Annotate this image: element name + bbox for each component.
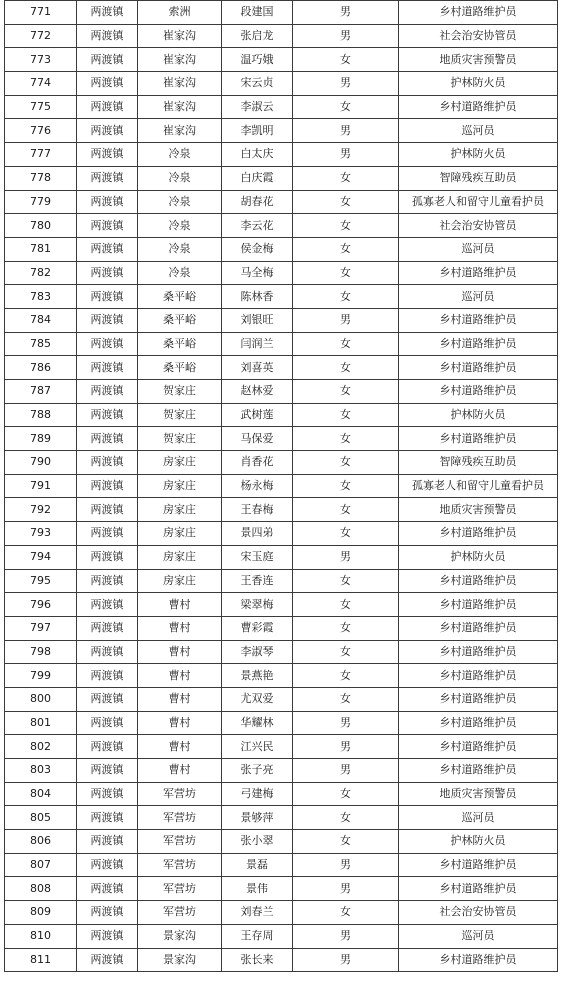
village-cell: 曹村 bbox=[138, 759, 222, 783]
table-row bbox=[5, 166, 558, 190]
person-name-cell: 刘喜英 bbox=[222, 356, 293, 380]
village-cell: 房家庄 bbox=[138, 474, 222, 498]
person-name-cell: 王香连 bbox=[222, 569, 293, 593]
village-cell: 景家沟 bbox=[138, 924, 222, 948]
table-row bbox=[5, 522, 558, 546]
post-cell: 护林防火员 bbox=[399, 830, 558, 854]
person-name-cell: 王春梅 bbox=[222, 498, 293, 522]
gender-cell: 男 bbox=[293, 24, 399, 48]
town-cell: 两渡镇 bbox=[77, 1, 138, 25]
row-number-cell: 806 bbox=[5, 830, 77, 854]
gender-cell: 女 bbox=[293, 427, 399, 451]
row-number-cell: 804 bbox=[5, 782, 77, 806]
post-cell: 乡村道路维护员 bbox=[399, 569, 558, 593]
village-cell: 贺家庄 bbox=[138, 403, 222, 427]
gender-cell: 男 bbox=[293, 711, 399, 735]
table-row bbox=[5, 498, 558, 522]
town-cell: 两渡镇 bbox=[77, 190, 138, 214]
gender-cell: 女 bbox=[293, 285, 399, 309]
village-cell: 曹村 bbox=[138, 711, 222, 735]
town-cell: 两渡镇 bbox=[77, 166, 138, 190]
gender-cell: 男 bbox=[293, 948, 399, 972]
row-number-cell: 771 bbox=[5, 1, 77, 25]
person-name-cell: 李淑琴 bbox=[222, 640, 293, 664]
person-name-cell: 李云花 bbox=[222, 214, 293, 238]
town-cell: 两渡镇 bbox=[77, 143, 138, 167]
town-cell: 两渡镇 bbox=[77, 569, 138, 593]
town-cell: 两渡镇 bbox=[77, 498, 138, 522]
roster-table-body bbox=[5, 1, 558, 972]
person-name-cell: 武树莲 bbox=[222, 403, 293, 427]
post-cell: 乡村道路维护员 bbox=[399, 616, 558, 640]
village-cell: 桑平峪 bbox=[138, 356, 222, 380]
post-cell: 孤寡老人和留守儿童看护员 bbox=[399, 190, 558, 214]
village-cell: 崔家沟 bbox=[138, 24, 222, 48]
town-cell: 两渡镇 bbox=[77, 687, 138, 711]
village-cell: 冷泉 bbox=[138, 261, 222, 285]
village-cell: 军营坊 bbox=[138, 806, 222, 830]
row-number-cell: 777 bbox=[5, 143, 77, 167]
gender-cell: 女 bbox=[293, 95, 399, 119]
village-cell: 崔家沟 bbox=[138, 48, 222, 72]
person-name-cell: 景够萍 bbox=[222, 806, 293, 830]
person-name-cell: 华耀林 bbox=[222, 711, 293, 735]
person-name-cell: 弓建梅 bbox=[222, 782, 293, 806]
town-cell: 两渡镇 bbox=[77, 853, 138, 877]
person-name-cell: 白太庆 bbox=[222, 143, 293, 167]
gender-cell: 女 bbox=[293, 782, 399, 806]
village-cell: 曹村 bbox=[138, 593, 222, 617]
town-cell: 两渡镇 bbox=[77, 664, 138, 688]
gender-cell: 女 bbox=[293, 48, 399, 72]
table-row bbox=[5, 711, 558, 735]
village-cell: 崔家沟 bbox=[138, 72, 222, 96]
table-row bbox=[5, 782, 558, 806]
row-number-cell: 782 bbox=[5, 261, 77, 285]
row-number-cell: 800 bbox=[5, 687, 77, 711]
town-cell: 两渡镇 bbox=[77, 593, 138, 617]
gender-cell: 女 bbox=[293, 522, 399, 546]
row-number-cell: 807 bbox=[5, 853, 77, 877]
row-number-cell: 783 bbox=[5, 285, 77, 309]
post-cell: 护林防火员 bbox=[399, 143, 558, 167]
village-cell: 军营坊 bbox=[138, 782, 222, 806]
post-cell: 巡河员 bbox=[399, 237, 558, 261]
gender-cell: 女 bbox=[293, 332, 399, 356]
post-cell: 巡河员 bbox=[399, 806, 558, 830]
post-cell: 乡村道路维护员 bbox=[399, 759, 558, 783]
row-number-cell: 779 bbox=[5, 190, 77, 214]
table-row bbox=[5, 308, 558, 332]
table-row bbox=[5, 1, 558, 25]
post-cell: 护林防火员 bbox=[399, 72, 558, 96]
village-cell: 崔家沟 bbox=[138, 95, 222, 119]
gender-cell: 女 bbox=[293, 474, 399, 498]
gender-cell: 女 bbox=[293, 190, 399, 214]
village-cell: 军营坊 bbox=[138, 901, 222, 925]
row-number-cell: 795 bbox=[5, 569, 77, 593]
person-name-cell: 刘春兰 bbox=[222, 901, 293, 925]
post-cell: 乡村道路维护员 bbox=[399, 687, 558, 711]
village-cell: 曹村 bbox=[138, 640, 222, 664]
village-cell: 崔家沟 bbox=[138, 119, 222, 143]
table-row bbox=[5, 924, 558, 948]
village-cell: 曹村 bbox=[138, 735, 222, 759]
post-cell: 巡河员 bbox=[399, 924, 558, 948]
gender-cell: 男 bbox=[293, 72, 399, 96]
table-row bbox=[5, 853, 558, 877]
person-name-cell: 江兴民 bbox=[222, 735, 293, 759]
table-row bbox=[5, 545, 558, 569]
village-cell: 冷泉 bbox=[138, 143, 222, 167]
village-cell: 曹村 bbox=[138, 687, 222, 711]
post-cell: 乡村道路维护员 bbox=[399, 308, 558, 332]
post-cell: 乡村道路维护员 bbox=[399, 380, 558, 404]
gender-cell: 女 bbox=[293, 901, 399, 925]
roster-table bbox=[4, 0, 558, 972]
gender-cell: 女 bbox=[293, 569, 399, 593]
village-cell: 冷泉 bbox=[138, 190, 222, 214]
gender-cell: 女 bbox=[293, 166, 399, 190]
gender-cell: 女 bbox=[293, 214, 399, 238]
post-cell: 乡村道路维护员 bbox=[399, 853, 558, 877]
village-cell: 军营坊 bbox=[138, 877, 222, 901]
row-number-cell: 772 bbox=[5, 24, 77, 48]
row-number-cell: 811 bbox=[5, 948, 77, 972]
person-name-cell: 景伟 bbox=[222, 877, 293, 901]
row-number-cell: 805 bbox=[5, 806, 77, 830]
gender-cell: 男 bbox=[293, 735, 399, 759]
town-cell: 两渡镇 bbox=[77, 451, 138, 475]
table-row bbox=[5, 24, 558, 48]
table-row bbox=[5, 403, 558, 427]
town-cell: 两渡镇 bbox=[77, 901, 138, 925]
person-name-cell: 梁翠梅 bbox=[222, 593, 293, 617]
row-number-cell: 785 bbox=[5, 332, 77, 356]
table-row bbox=[5, 95, 558, 119]
table-row bbox=[5, 569, 558, 593]
town-cell: 两渡镇 bbox=[77, 616, 138, 640]
post-cell: 乡村道路维护员 bbox=[399, 593, 558, 617]
person-name-cell: 张长来 bbox=[222, 948, 293, 972]
post-cell: 乡村道路维护员 bbox=[399, 522, 558, 546]
post-cell: 地质灾害预警员 bbox=[399, 498, 558, 522]
person-name-cell: 侯金梅 bbox=[222, 237, 293, 261]
post-cell: 智障残疾互助员 bbox=[399, 166, 558, 190]
person-name-cell: 赵林爱 bbox=[222, 380, 293, 404]
town-cell: 两渡镇 bbox=[77, 640, 138, 664]
gender-cell: 男 bbox=[293, 924, 399, 948]
village-cell: 曹村 bbox=[138, 616, 222, 640]
table-row bbox=[5, 143, 558, 167]
town-cell: 两渡镇 bbox=[77, 948, 138, 972]
town-cell: 两渡镇 bbox=[77, 522, 138, 546]
town-cell: 两渡镇 bbox=[77, 735, 138, 759]
table-row bbox=[5, 687, 558, 711]
row-number-cell: 778 bbox=[5, 166, 77, 190]
table-row bbox=[5, 877, 558, 901]
person-name-cell: 宋玉庭 bbox=[222, 545, 293, 569]
town-cell: 两渡镇 bbox=[77, 24, 138, 48]
table-row bbox=[5, 616, 558, 640]
row-number-cell: 775 bbox=[5, 95, 77, 119]
gender-cell: 女 bbox=[293, 451, 399, 475]
person-name-cell: 杨永梅 bbox=[222, 474, 293, 498]
post-cell: 社会治安协管员 bbox=[399, 214, 558, 238]
gender-cell: 男 bbox=[293, 759, 399, 783]
post-cell: 智障残疾互助员 bbox=[399, 451, 558, 475]
row-number-cell: 809 bbox=[5, 901, 77, 925]
post-cell: 护林防火员 bbox=[399, 545, 558, 569]
village-cell: 房家庄 bbox=[138, 569, 222, 593]
person-name-cell: 张子亮 bbox=[222, 759, 293, 783]
town-cell: 两渡镇 bbox=[77, 48, 138, 72]
post-cell: 乡村道路维护员 bbox=[399, 1, 558, 25]
gender-cell: 女 bbox=[293, 830, 399, 854]
post-cell: 巡河员 bbox=[399, 119, 558, 143]
village-cell: 贺家庄 bbox=[138, 427, 222, 451]
post-cell: 地质灾害预警员 bbox=[399, 48, 558, 72]
row-number-cell: 780 bbox=[5, 214, 77, 238]
gender-cell: 女 bbox=[293, 498, 399, 522]
person-name-cell: 段建国 bbox=[222, 1, 293, 25]
village-cell: 房家庄 bbox=[138, 545, 222, 569]
row-number-cell: 784 bbox=[5, 308, 77, 332]
table-row bbox=[5, 237, 558, 261]
post-cell: 巡河员 bbox=[399, 285, 558, 309]
row-number-cell: 799 bbox=[5, 664, 77, 688]
post-cell: 乡村道路维护员 bbox=[399, 332, 558, 356]
town-cell: 两渡镇 bbox=[77, 308, 138, 332]
person-name-cell: 马保爱 bbox=[222, 427, 293, 451]
village-cell: 冷泉 bbox=[138, 166, 222, 190]
post-cell: 乡村道路维护员 bbox=[399, 948, 558, 972]
post-cell: 乡村道路维护员 bbox=[399, 640, 558, 664]
row-number-cell: 801 bbox=[5, 711, 77, 735]
post-cell: 护林防火员 bbox=[399, 403, 558, 427]
gender-cell: 女 bbox=[293, 593, 399, 617]
table-row bbox=[5, 451, 558, 475]
village-cell: 景家沟 bbox=[138, 948, 222, 972]
table-row bbox=[5, 261, 558, 285]
row-number-cell: 791 bbox=[5, 474, 77, 498]
person-name-cell: 李凯明 bbox=[222, 119, 293, 143]
village-cell: 房家庄 bbox=[138, 522, 222, 546]
person-name-cell: 白庆霞 bbox=[222, 166, 293, 190]
town-cell: 两渡镇 bbox=[77, 261, 138, 285]
row-number-cell: 802 bbox=[5, 735, 77, 759]
gender-cell: 女 bbox=[293, 356, 399, 380]
town-cell: 两渡镇 bbox=[77, 474, 138, 498]
town-cell: 两渡镇 bbox=[77, 427, 138, 451]
table-row bbox=[5, 948, 558, 972]
row-number-cell: 798 bbox=[5, 640, 77, 664]
person-name-cell: 肖香花 bbox=[222, 451, 293, 475]
gender-cell: 女 bbox=[293, 380, 399, 404]
person-name-cell: 尤双爱 bbox=[222, 687, 293, 711]
gender-cell: 女 bbox=[293, 687, 399, 711]
table-row bbox=[5, 427, 558, 451]
person-name-cell: 胡春花 bbox=[222, 190, 293, 214]
town-cell: 两渡镇 bbox=[77, 119, 138, 143]
row-number-cell: 786 bbox=[5, 356, 77, 380]
table-row bbox=[5, 593, 558, 617]
table-row bbox=[5, 735, 558, 759]
town-cell: 两渡镇 bbox=[77, 95, 138, 119]
village-cell: 房家庄 bbox=[138, 498, 222, 522]
gender-cell: 女 bbox=[293, 261, 399, 285]
table-row bbox=[5, 285, 558, 309]
table-row bbox=[5, 48, 558, 72]
town-cell: 两渡镇 bbox=[77, 332, 138, 356]
table-row bbox=[5, 190, 558, 214]
village-cell: 房家庄 bbox=[138, 451, 222, 475]
table-row bbox=[5, 640, 558, 664]
table-row bbox=[5, 72, 558, 96]
town-cell: 两渡镇 bbox=[77, 237, 138, 261]
post-cell: 乡村道路维护员 bbox=[399, 664, 558, 688]
town-cell: 两渡镇 bbox=[77, 711, 138, 735]
village-cell: 贺家庄 bbox=[138, 380, 222, 404]
town-cell: 两渡镇 bbox=[77, 214, 138, 238]
person-name-cell: 陈林香 bbox=[222, 285, 293, 309]
person-name-cell: 景燕艳 bbox=[222, 664, 293, 688]
person-name-cell: 张启龙 bbox=[222, 24, 293, 48]
table-row bbox=[5, 119, 558, 143]
table-row bbox=[5, 214, 558, 238]
person-name-cell: 闫润兰 bbox=[222, 332, 293, 356]
row-number-cell: 776 bbox=[5, 119, 77, 143]
person-name-cell: 马全梅 bbox=[222, 261, 293, 285]
town-cell: 两渡镇 bbox=[77, 403, 138, 427]
table-row bbox=[5, 806, 558, 830]
village-cell: 冷泉 bbox=[138, 237, 222, 261]
post-cell: 乡村道路维护员 bbox=[399, 261, 558, 285]
row-number-cell: 787 bbox=[5, 380, 77, 404]
row-number-cell: 803 bbox=[5, 759, 77, 783]
row-number-cell: 781 bbox=[5, 237, 77, 261]
roster-sheet bbox=[4, 0, 557, 972]
gender-cell: 男 bbox=[293, 1, 399, 25]
person-name-cell: 张小翠 bbox=[222, 830, 293, 854]
post-cell: 乡村道路维护员 bbox=[399, 356, 558, 380]
person-name-cell: 曹彩霞 bbox=[222, 616, 293, 640]
post-cell: 社会治安协管员 bbox=[399, 901, 558, 925]
town-cell: 两渡镇 bbox=[77, 759, 138, 783]
village-cell: 桑平峪 bbox=[138, 332, 222, 356]
page-bottom-margin bbox=[0, 985, 562, 1000]
village-cell: 桑平峪 bbox=[138, 308, 222, 332]
post-cell: 乡村道路维护员 bbox=[399, 711, 558, 735]
gender-cell: 女 bbox=[293, 403, 399, 427]
post-cell: 乡村道路维护员 bbox=[399, 735, 558, 759]
gender-cell: 女 bbox=[293, 237, 399, 261]
post-cell: 乡村道路维护员 bbox=[399, 95, 558, 119]
row-number-cell: 790 bbox=[5, 451, 77, 475]
person-name-cell: 李淑云 bbox=[222, 95, 293, 119]
village-cell: 曹村 bbox=[138, 664, 222, 688]
gender-cell: 男 bbox=[293, 877, 399, 901]
person-name-cell: 刘银旺 bbox=[222, 308, 293, 332]
row-number-cell: 774 bbox=[5, 72, 77, 96]
person-name-cell: 王存周 bbox=[222, 924, 293, 948]
village-cell: 冷泉 bbox=[138, 214, 222, 238]
village-cell: 军营坊 bbox=[138, 830, 222, 854]
table-row bbox=[5, 664, 558, 688]
post-cell: 社会治安协管员 bbox=[399, 24, 558, 48]
town-cell: 两渡镇 bbox=[77, 830, 138, 854]
row-number-cell: 788 bbox=[5, 403, 77, 427]
village-cell: 索洲 bbox=[138, 1, 222, 25]
person-name-cell: 宋云贞 bbox=[222, 72, 293, 96]
gender-cell: 男 bbox=[293, 853, 399, 877]
town-cell: 两渡镇 bbox=[77, 380, 138, 404]
gender-cell: 女 bbox=[293, 616, 399, 640]
gender-cell: 女 bbox=[293, 806, 399, 830]
post-cell: 孤寡老人和留守儿童看护员 bbox=[399, 474, 558, 498]
row-number-cell: 792 bbox=[5, 498, 77, 522]
row-number-cell: 797 bbox=[5, 616, 77, 640]
table-row bbox=[5, 356, 558, 380]
person-name-cell: 景四弟 bbox=[222, 522, 293, 546]
town-cell: 两渡镇 bbox=[77, 285, 138, 309]
row-number-cell: 773 bbox=[5, 48, 77, 72]
town-cell: 两渡镇 bbox=[77, 806, 138, 830]
village-cell: 军营坊 bbox=[138, 853, 222, 877]
gender-cell: 女 bbox=[293, 640, 399, 664]
table-row bbox=[5, 901, 558, 925]
gender-cell: 女 bbox=[293, 664, 399, 688]
town-cell: 两渡镇 bbox=[77, 782, 138, 806]
town-cell: 两渡镇 bbox=[77, 924, 138, 948]
gender-cell: 男 bbox=[293, 143, 399, 167]
row-number-cell: 810 bbox=[5, 924, 77, 948]
table-row bbox=[5, 332, 558, 356]
person-name-cell: 温巧娥 bbox=[222, 48, 293, 72]
town-cell: 两渡镇 bbox=[77, 356, 138, 380]
row-number-cell: 796 bbox=[5, 593, 77, 617]
town-cell: 两渡镇 bbox=[77, 72, 138, 96]
post-cell: 地质灾害预警员 bbox=[399, 782, 558, 806]
town-cell: 两渡镇 bbox=[77, 877, 138, 901]
table-row bbox=[5, 380, 558, 404]
table-row bbox=[5, 830, 558, 854]
gender-cell: 男 bbox=[293, 308, 399, 332]
post-cell: 乡村道路维护员 bbox=[399, 427, 558, 451]
person-name-cell: 景磊 bbox=[222, 853, 293, 877]
row-number-cell: 793 bbox=[5, 522, 77, 546]
village-cell: 桑平峪 bbox=[138, 285, 222, 309]
row-number-cell: 808 bbox=[5, 877, 77, 901]
table-row bbox=[5, 759, 558, 783]
row-number-cell: 794 bbox=[5, 545, 77, 569]
gender-cell: 男 bbox=[293, 545, 399, 569]
table-row bbox=[5, 474, 558, 498]
gender-cell: 男 bbox=[293, 119, 399, 143]
town-cell: 两渡镇 bbox=[77, 545, 138, 569]
post-cell: 乡村道路维护员 bbox=[399, 877, 558, 901]
row-number-cell: 789 bbox=[5, 427, 77, 451]
